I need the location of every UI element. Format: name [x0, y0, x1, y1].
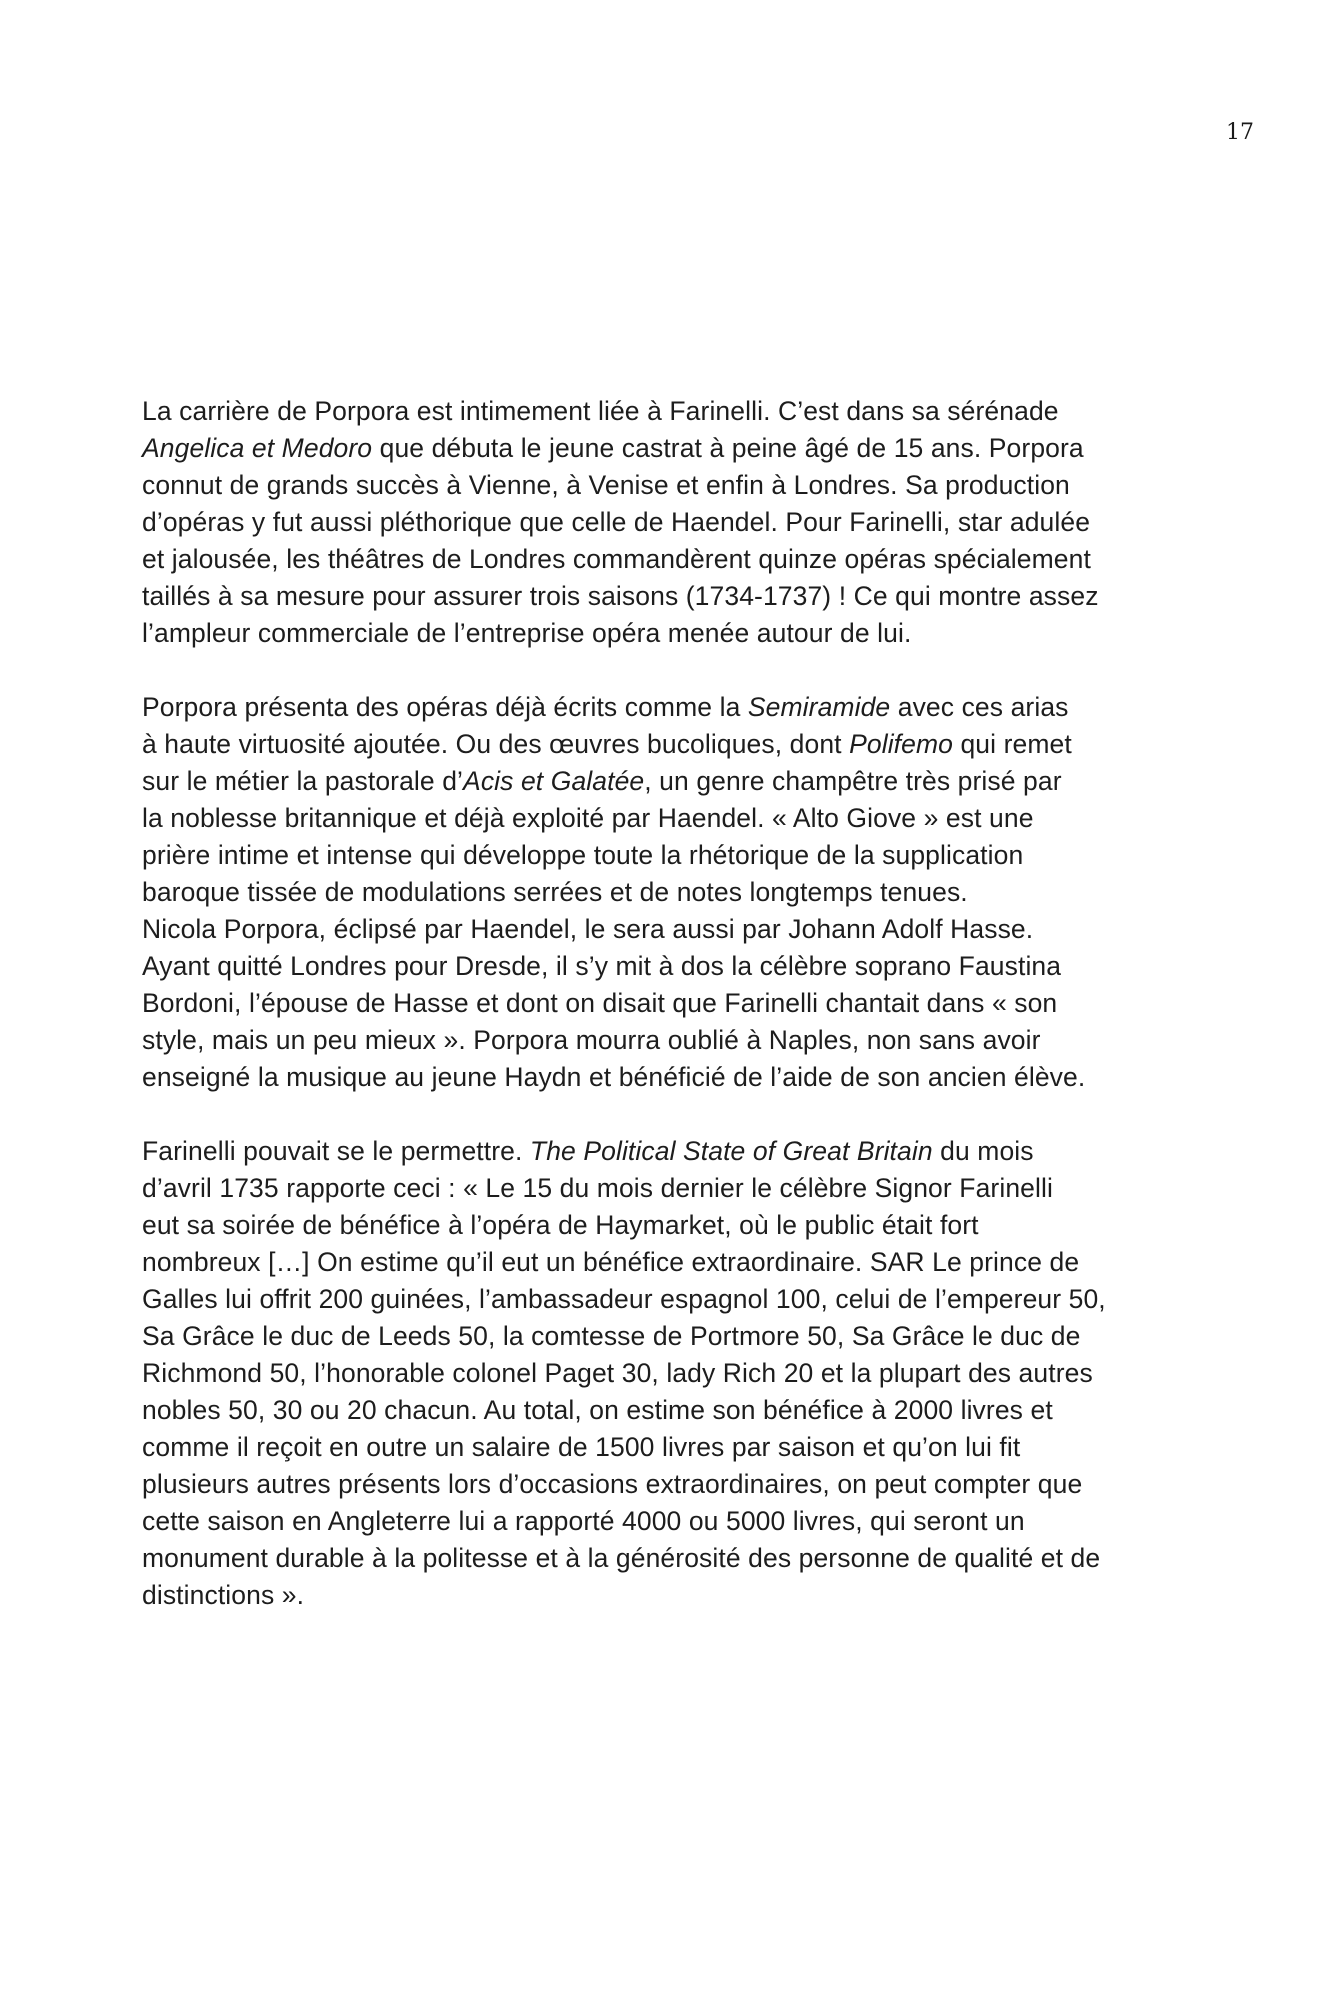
text-segment: et jalousée, les théâtres de Londres commandèrent quinze opéras spécialement — [142, 544, 1091, 574]
text-segment: Porpora présenta des opéras déjà écrits comme la — [142, 692, 748, 722]
text-line — [142, 1022, 1202, 1059]
text-line — [142, 837, 1202, 874]
text-line — [142, 1281, 1202, 1318]
text-line — [142, 1540, 1202, 1577]
italic-title: The Political State of Great Britain — [529, 1136, 933, 1166]
text-segment: connut de grands succès à Vienne, à Venise et enfin à Londres. Sa production — [142, 470, 1070, 500]
text-line — [142, 1059, 1202, 1096]
paragraph — [142, 393, 1202, 652]
text-line — [142, 763, 1202, 800]
text-segment: plusieurs autres présents lors d’occasions extraordinaires, on peut compter que — [142, 1469, 1083, 1499]
text-segment: Sa Grâce le duc de Leeds 50, la comtesse de Portmore 50, Sa Grâce le duc de — [142, 1321, 1081, 1351]
text-segment: à haute virtuosité ajoutée. Ou des œuvres bucoliques, dont — [142, 729, 850, 759]
text-segment: Farinelli pouvait se le permettre. — [142, 1136, 530, 1166]
text-segment: monument durable à la politesse et à la générosité des personne de qualité et de — [142, 1543, 1101, 1573]
text-line — [142, 1429, 1202, 1466]
text-line — [142, 985, 1202, 1022]
text-segment: sur le métier la pastorale d’ — [142, 766, 464, 796]
text-line — [142, 1392, 1202, 1429]
text-segment: Galles lui offrit 200 guinées, l’ambassadeur espagnol 100, celui de l’empereur 50, — [142, 1284, 1106, 1314]
text-segment: baroque tissée de modulations serrées et de notes longtemps tenues. — [142, 877, 968, 907]
text-segment: d’opéras y fut aussi pléthorique que celle de Haendel. Pour Farinelli, star adulée — [142, 507, 1091, 537]
text-segment: Bordoni, l’épouse de Hasse et dont on disait que Farinelli chantait dans « son — [142, 988, 1058, 1018]
text-line — [142, 1244, 1202, 1281]
text-segment: , un genre champêtre très prisé par — [644, 766, 1062, 796]
text-line — [142, 948, 1202, 985]
italic-title: Angelica et Medoro — [142, 433, 373, 463]
text-line — [142, 1318, 1202, 1355]
paragraph — [142, 689, 1202, 1096]
text-segment: que débuta le jeune castrat à peine âgé de 15 ans. Porpora — [372, 433, 1084, 463]
italic-title: Acis et Galatée — [463, 766, 645, 796]
text-segment: d’avril 1735 rapporte ceci : « Le 15 du mois dernier le célèbre Signor Farinelli — [142, 1173, 1053, 1203]
italic-title: Polifemo — [849, 729, 953, 759]
text-segment: nombreux […] On estime qu’il eut un bénéfice extraordinaire. SAR Le prince de — [142, 1247, 1080, 1277]
text-segment: enseigné la musique au jeune Haydn et bénéficié de l’aide de son ancien élève. — [142, 1062, 1086, 1092]
text-line — [142, 726, 1202, 763]
text-segment: qui remet — [953, 729, 1072, 759]
text-line — [142, 1355, 1202, 1392]
text-line — [142, 1466, 1202, 1503]
text-segment: La carrière de Porpora est intimement liée à Farinelli. C’est dans sa sérénade — [142, 396, 1059, 426]
text-segment: style, mais un peu mieux ». Porpora mourra oublié à Naples, non sans avoir — [142, 1025, 1041, 1055]
text-segment: la noblesse britannique et déjà exploité par Haendel. « Alto Giove » est une — [142, 803, 1034, 833]
text-line — [142, 911, 1202, 948]
text-segment: prière intime et intense qui développe toute la rhétorique de la supplication — [142, 840, 1024, 870]
text-segment: Richmond 50, l’honorable colonel Paget 30, lady Rich 20 et la plupart des autres — [142, 1358, 1093, 1388]
text-segment: comme il reçoit en outre un salaire de 1500 livres par saison et qu’on lui fit — [142, 1432, 1021, 1462]
text-line — [142, 800, 1202, 837]
text-segment: nobles 50, 30 ou 20 chacun. Au total, on estime son bénéfice à 2000 livres et — [142, 1395, 1053, 1425]
text-segment: l’ampleur commerciale de l’entreprise opéra menée autour de lui. — [142, 618, 912, 648]
page-number: 17 — [1226, 120, 1254, 145]
text-line — [142, 541, 1202, 578]
text-segment: Nicola Porpora, éclipsé par Haendel, le sera aussi par Johann Adolf Hasse. — [142, 914, 1034, 944]
text-segment: eut sa soirée de bénéfice à l’opéra de Haymarket, où le public était fort — [142, 1210, 979, 1240]
text-line — [142, 393, 1202, 430]
text-segment: du mois — [932, 1136, 1034, 1166]
text-segment: Ayant quitté Londres pour Dresde, il s’y mit à dos la célèbre soprano Faustina — [142, 951, 1062, 981]
text-line — [142, 1577, 1202, 1614]
text-line — [142, 1503, 1202, 1540]
text-line — [142, 1133, 1202, 1170]
text-line — [142, 504, 1202, 541]
text-line — [142, 615, 1202, 652]
text-segment: avec ces arias — [890, 692, 1069, 722]
text-line — [142, 467, 1202, 504]
italic-title: Semiramide — [747, 692, 891, 722]
text-segment: cette saison en Angleterre lui a rapporté 4000 ou 5000 livres, qui seront un — [142, 1506, 1025, 1536]
text-line — [142, 1170, 1202, 1207]
text-line — [142, 578, 1202, 615]
paragraph — [142, 1133, 1202, 1614]
text-segment: distinctions ». — [142, 1580, 305, 1610]
body-text — [142, 393, 1202, 1614]
text-line — [142, 1207, 1202, 1244]
text-line — [142, 689, 1202, 726]
text-segment: taillés à sa mesure pour assurer trois saisons (1734-1737) ! Ce qui montre assez — [142, 581, 1099, 611]
text-line — [142, 430, 1202, 467]
text-line — [142, 874, 1202, 911]
